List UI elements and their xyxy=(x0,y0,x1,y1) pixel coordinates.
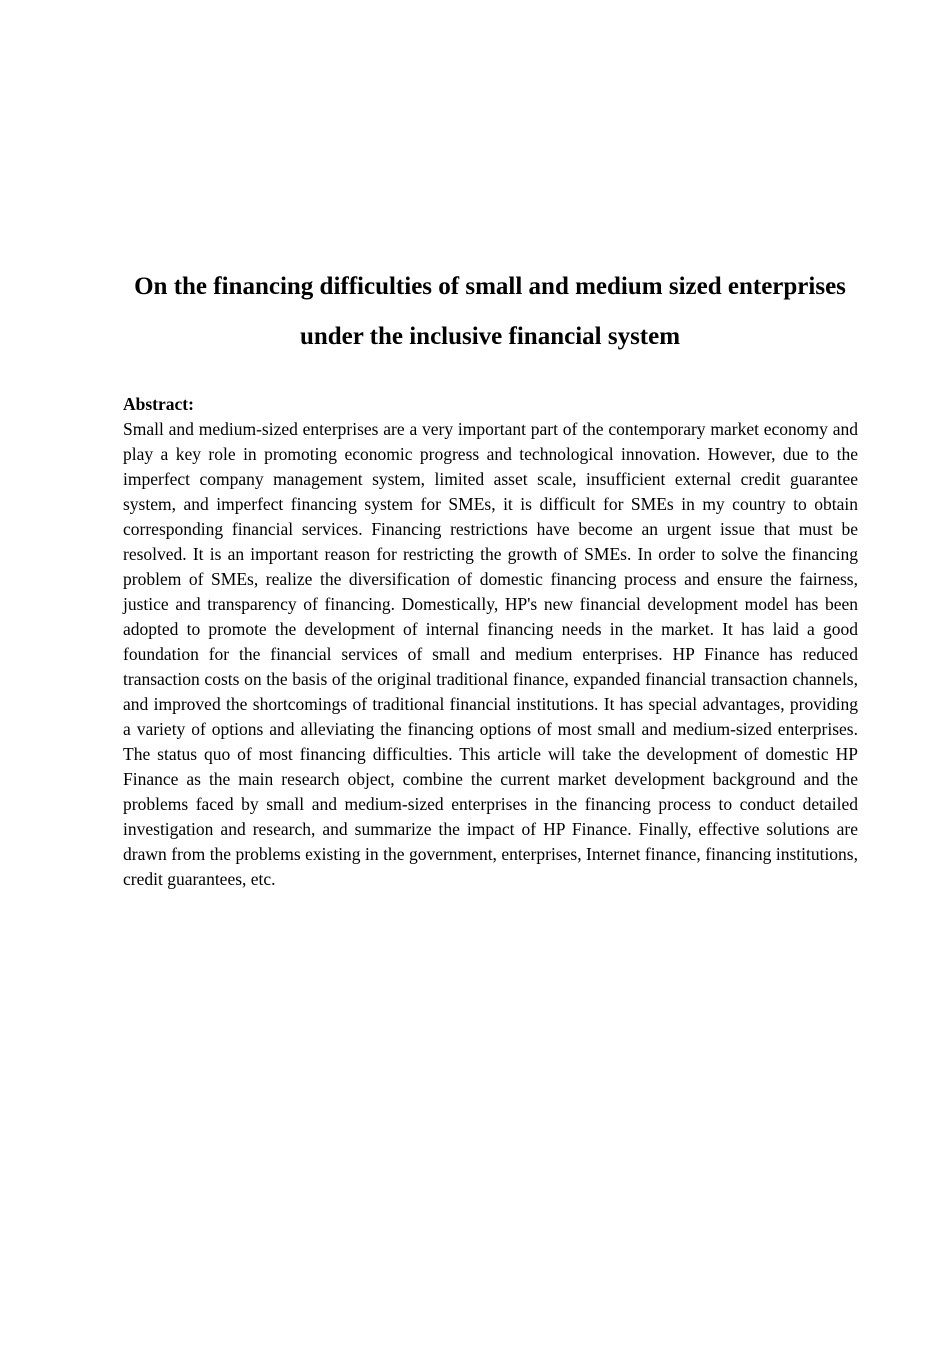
paper-title-line-2: under the inclusive financial system xyxy=(299,323,681,350)
paper-title xyxy=(110,262,870,362)
paper-title-line-1: On the financing difficulties of small and medium sized enterprises xyxy=(134,273,846,300)
abstract-label: Abstract: xyxy=(123,394,194,414)
abstract-text: Small and medium-sized enterprises are a very important part of the contemporary market economy and play a key role in promoting economic progress and technological innovation. However, due to the imperfect company management system, limited asset scale, insufficient external credit guarantee system, and imperfect financing system for SMEs, it is difficult for SMEs in my country to obtain corresponding financial services. Financing restrictions have become an urgent issue that must be resolved. It is an important reason for restricting the growth of SMEs. In order to solve the financing problem of SMEs, realize the diversification of domestic financing process and ensure the fairness, justice and transparency of financing. Domestically, HP's new financial development model has been adopted to promote the development of internal financing needs in the market. It has laid a good foundation for the financial services of small and medium enterprises. HP Finance has reduced transaction costs on the basis of the original traditional finance, expanded financial transaction channels, and improved the shortcomings of traditional financial institutions. It has special advantages, providing a variety of options and alleviating the financing options of most small and medium-sized enterprises. The status quo of most financing difficulties. This article will take the development of domestic HP Finance as the main research object, combine the current market development background and the problems faced by small and medium-sized enterprises in the financing process to conduct detailed investigation and research, and summarize the impact of HP Finance. Finally, effective solutions are drawn from the problems existing in the government, enterprises, Internet finance, financing institutions, credit guarantees, etc. xyxy=(123,419,858,889)
abstract-section xyxy=(123,392,858,892)
